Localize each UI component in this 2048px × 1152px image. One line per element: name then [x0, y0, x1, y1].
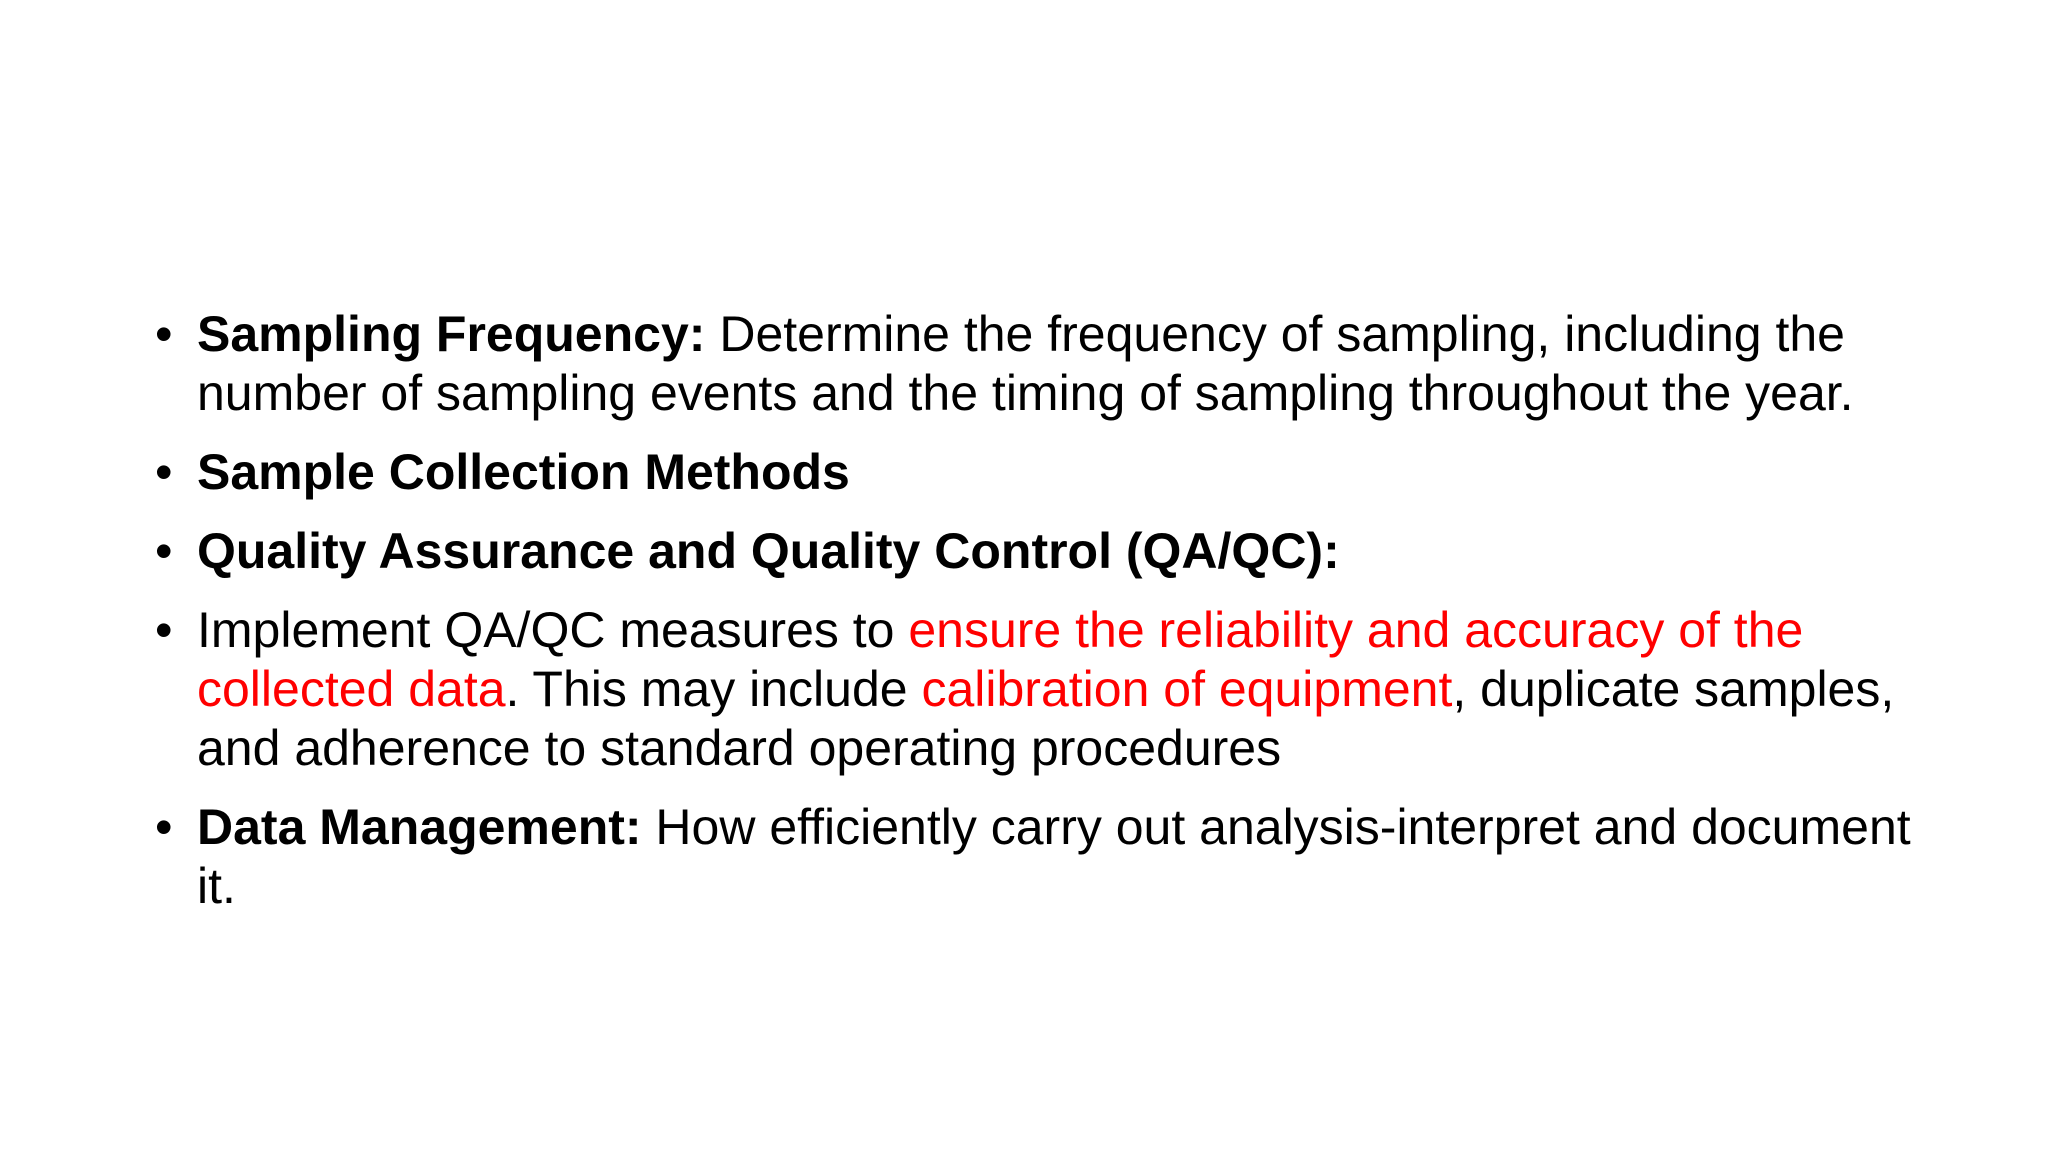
bullet-icon: • [155, 306, 173, 362]
bullet-heading: Quality Assurance and Quality Control (QA/QC): [197, 523, 1340, 579]
bullet-implement-qa-qc [155, 601, 1955, 778]
bullet-list [155, 305, 1955, 936]
bullet-text-segment: . This may include [505, 661, 922, 717]
bullet-text: Determine the frequency of sampling, including the number of sampling events and the timing of sampling throughout the year. [197, 306, 1854, 421]
highlighted-text: ensure the reliability and accuracy of the collected data [197, 602, 1804, 717]
bullet-icon: • [155, 444, 173, 500]
bullet-text-segment: , duplicate samples, and adherence to standard operating procedures [197, 661, 1895, 776]
bullet-icon: • [155, 523, 173, 579]
bullet-sample-collection-methods [155, 443, 1955, 502]
bullet-sampling-frequency [155, 305, 1955, 423]
bullet-text-segment: Implement QA/QC measures to [197, 602, 909, 658]
bullet-heading: Data Management: [197, 799, 642, 855]
bullet-icon: • [155, 602, 173, 658]
bullet-heading: Sampling Frequency: [197, 306, 706, 362]
bullet-qa-qc [155, 522, 1955, 581]
highlighted-text: calibration of equipment [921, 661, 1453, 717]
bullet-heading: Sample Collection Methods [197, 444, 850, 500]
bullet-data-management [155, 798, 1955, 916]
bullet-text: How efficiently carry out analysis-interpret and document it. [197, 799, 1911, 914]
bullet-icon: • [155, 799, 173, 855]
